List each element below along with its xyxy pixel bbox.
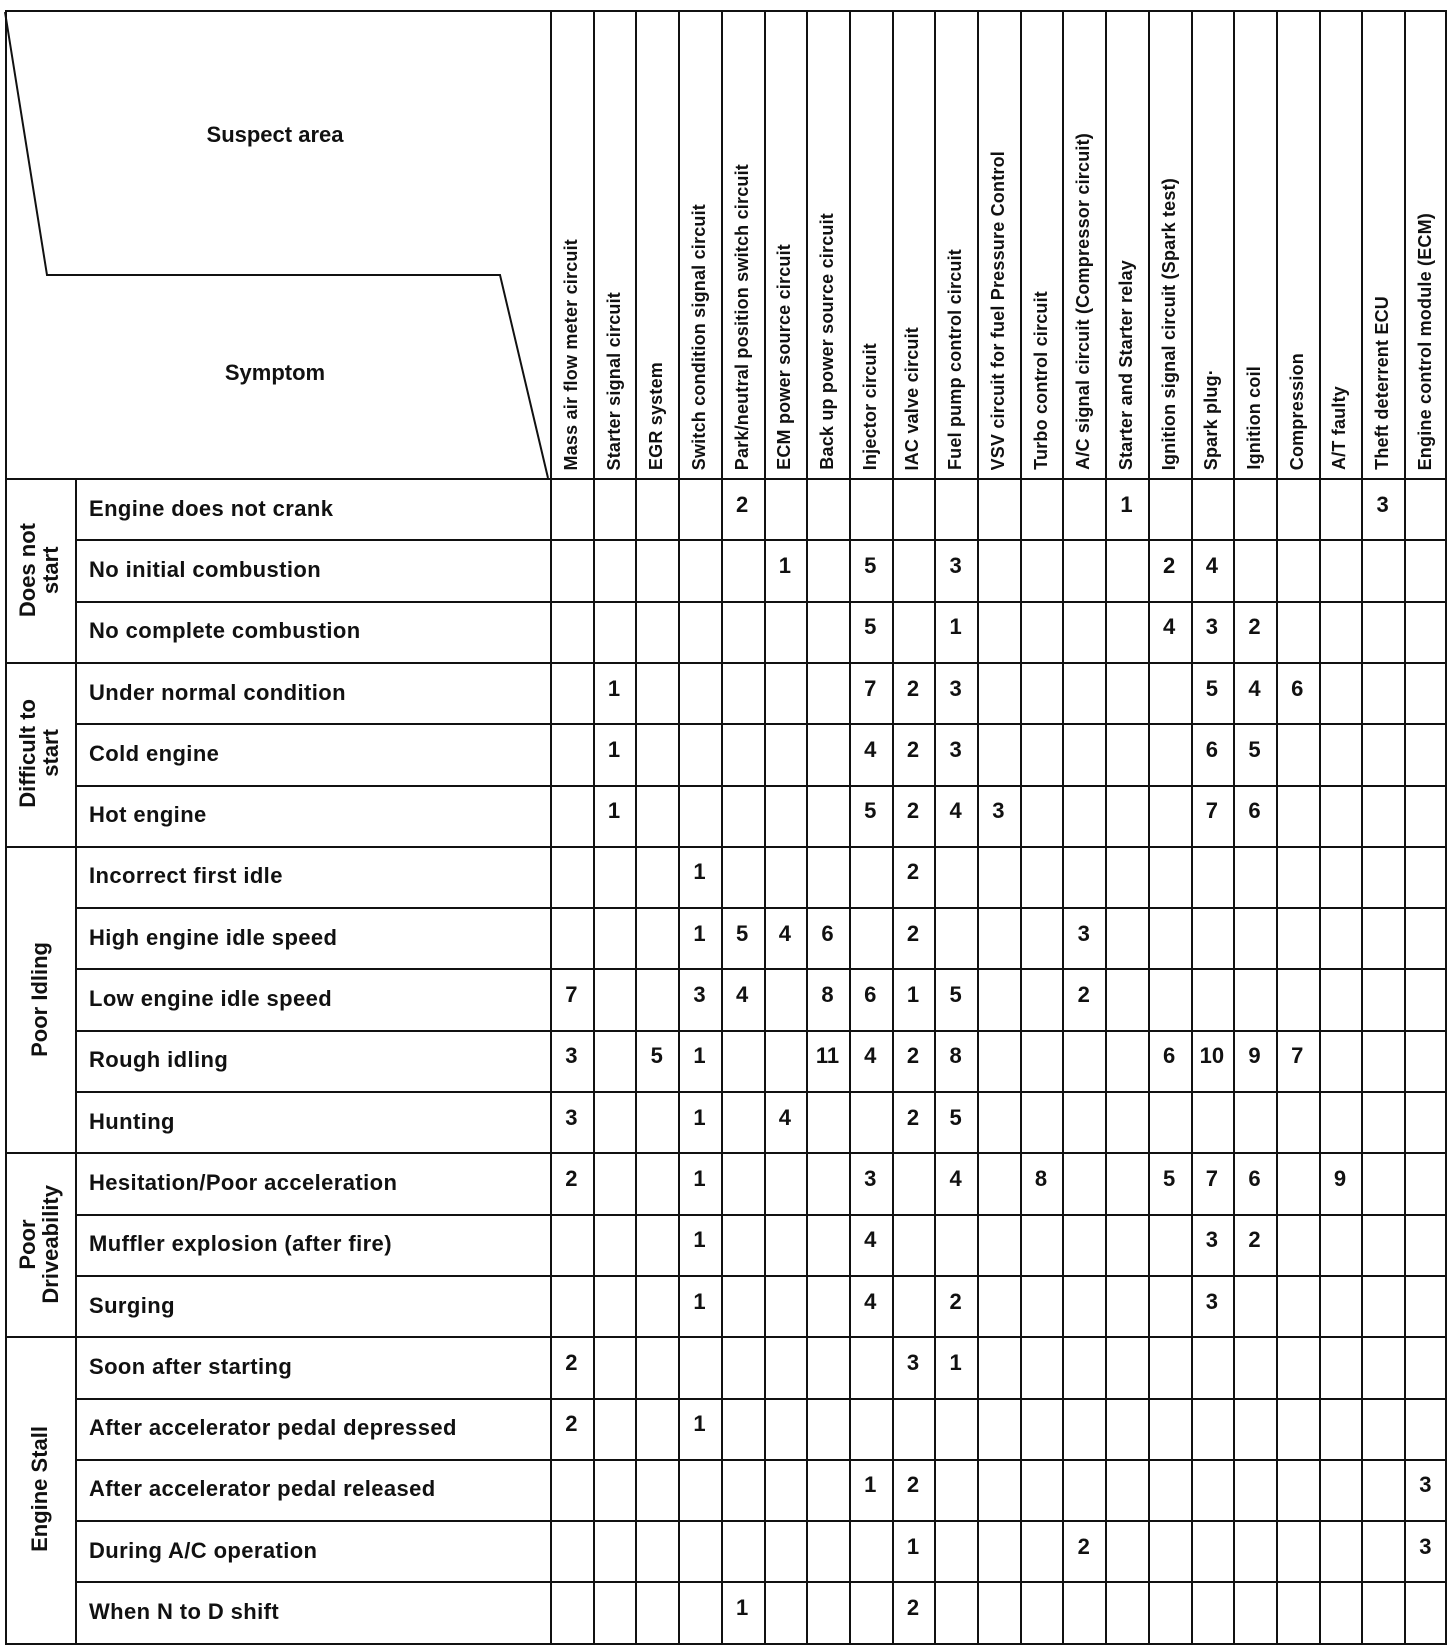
priority-cell: 5 bbox=[864, 798, 877, 824]
priority-cell: 2 bbox=[565, 1165, 578, 1191]
priority-cell: 4 bbox=[1248, 675, 1261, 701]
column-header-label: Back up power source circuit bbox=[817, 213, 838, 470]
column-header bbox=[1319, 10, 1362, 470]
column-line bbox=[1233, 10, 1235, 1643]
priority-cell: 1 bbox=[693, 1104, 706, 1130]
priority-cell: 1 bbox=[949, 614, 962, 640]
symptom-label: Low engine idle speed bbox=[89, 986, 333, 1012]
symptom-group-label: Poor Idling bbox=[26, 941, 52, 1057]
priority-cell: 2 bbox=[949, 1288, 962, 1314]
priority-cell: 5 bbox=[949, 1104, 962, 1130]
column-header-label: Switch condition signal circuit bbox=[688, 203, 709, 470]
column-header bbox=[764, 10, 807, 470]
row-line bbox=[75, 1275, 1447, 1277]
row-line bbox=[75, 1091, 1447, 1093]
priority-cell: 7 bbox=[1291, 1043, 1304, 1069]
priority-cell: 1 bbox=[906, 982, 920, 1008]
symptom-label: Cold engine bbox=[89, 740, 220, 766]
symptom-group-label: Poor Driveability bbox=[15, 1184, 63, 1304]
column-header bbox=[1404, 10, 1447, 470]
column-header bbox=[1020, 10, 1063, 470]
priority-cell: 1 bbox=[1120, 491, 1133, 517]
priority-cell: 4 bbox=[864, 1227, 877, 1253]
priority-cell: 4 bbox=[864, 1043, 877, 1069]
priority-cell: 6 bbox=[1163, 1043, 1176, 1069]
column-header bbox=[593, 10, 636, 470]
header-bottom-line bbox=[5, 478, 1447, 480]
column-header bbox=[721, 10, 764, 470]
priority-cell: 5 bbox=[1248, 736, 1261, 762]
priority-cell: 3 bbox=[992, 798, 1005, 824]
column-header-label: Fuel pump control circuit bbox=[945, 248, 966, 470]
priority-cell: 1 bbox=[693, 1227, 706, 1253]
priority-cell: 2 bbox=[1077, 1533, 1090, 1559]
symptom-group-label: Difficult to start bbox=[15, 699, 63, 809]
priority-cell: 3 bbox=[1205, 614, 1218, 640]
priority-cell: 6 bbox=[1291, 675, 1304, 701]
priority-cell: 1 bbox=[693, 1165, 706, 1191]
priority-cell: 1 bbox=[607, 675, 621, 701]
symptom-label: Engine does not crank bbox=[89, 495, 334, 521]
column-line bbox=[1105, 10, 1107, 1643]
column-header-label: Compression bbox=[1286, 352, 1307, 470]
column-line bbox=[1361, 10, 1363, 1643]
priority-cell: 2 bbox=[906, 798, 920, 824]
column-header bbox=[934, 10, 977, 470]
column-header-label: IAC valve circuit bbox=[902, 326, 923, 470]
column-header-label: EGR system bbox=[646, 361, 667, 470]
column-header bbox=[806, 10, 849, 470]
column-line bbox=[1404, 10, 1406, 1643]
priority-cell: 7 bbox=[565, 982, 578, 1008]
priority-cell: 3 bbox=[949, 736, 962, 762]
column-header bbox=[635, 10, 678, 470]
priority-cell: 5 bbox=[864, 614, 877, 640]
priority-cell: 6 bbox=[864, 982, 877, 1008]
priority-cell: 3 bbox=[949, 675, 962, 701]
column-line bbox=[1191, 10, 1193, 1643]
priority-cell: 2 bbox=[1248, 1227, 1261, 1253]
priority-cell: 1 bbox=[607, 798, 621, 824]
priority-cell: 3 bbox=[949, 552, 962, 578]
priority-cell: 2 bbox=[906, 1472, 920, 1498]
column-line bbox=[1062, 10, 1064, 1643]
priority-cell: 3 bbox=[1419, 1472, 1432, 1498]
priority-cell: 3 bbox=[1376, 491, 1389, 517]
column-line bbox=[977, 10, 979, 1643]
priority-cell: 3 bbox=[1419, 1533, 1432, 1559]
priority-cell: 4 bbox=[949, 798, 962, 824]
symptom-label: Under normal condition bbox=[89, 679, 346, 705]
priority-cell: 5 bbox=[864, 552, 877, 578]
priority-cell: 2 bbox=[906, 859, 920, 885]
priority-cell: 3 bbox=[906, 1349, 920, 1375]
priority-cell: 4 bbox=[864, 736, 877, 762]
column-header-label: Engine control module (ECM) bbox=[1414, 212, 1435, 470]
priority-cell: 3 bbox=[565, 1104, 578, 1130]
column-line bbox=[892, 10, 894, 1643]
priority-cell: 2 bbox=[736, 491, 749, 517]
priority-cell: 1 bbox=[949, 1349, 962, 1375]
column-header bbox=[1361, 10, 1404, 470]
symptom-group-label: Does not start bbox=[15, 522, 63, 617]
column-header-label: Park/neutral position switch circuit bbox=[731, 163, 752, 470]
priority-cell: 4 bbox=[778, 920, 791, 946]
priority-cell: 1 bbox=[693, 1043, 706, 1069]
column-line bbox=[550, 10, 552, 1643]
table-border-left bbox=[5, 10, 7, 1643]
group-divider bbox=[75, 478, 77, 1643]
priority-cell: 11 bbox=[815, 1043, 840, 1069]
priority-cell: 2 bbox=[565, 1411, 578, 1437]
column-header-label: Mass air flow meter circuit bbox=[560, 238, 581, 470]
column-line bbox=[764, 10, 766, 1643]
symptom-label: After accelerator pedal depressed bbox=[89, 1415, 457, 1441]
symptom-label: Muffler explosion (after fire) bbox=[89, 1231, 392, 1257]
column-header bbox=[1276, 10, 1319, 470]
table-border-right bbox=[1445, 10, 1447, 1645]
column-header bbox=[1191, 10, 1234, 470]
column-header bbox=[849, 10, 892, 470]
column-header-label: VSV circuit for fuel Pressure Control bbox=[987, 150, 1008, 470]
column-header-label: ECM power source circuit bbox=[774, 244, 795, 470]
symptom-label: Surging bbox=[89, 1292, 175, 1318]
suspect-area-label: Suspect area bbox=[206, 122, 344, 147]
column-header bbox=[1062, 10, 1105, 470]
priority-cell: 2 bbox=[906, 1595, 920, 1621]
symptom-label: Soon after starting bbox=[89, 1353, 293, 1379]
priority-cell: 2 bbox=[565, 1349, 578, 1375]
priority-cell: 5 bbox=[650, 1043, 663, 1069]
priority-cell: 8 bbox=[949, 1043, 962, 1069]
symptom-label: No complete combustion bbox=[89, 618, 361, 644]
priority-cell: 1 bbox=[864, 1472, 877, 1498]
priority-cell: 6 bbox=[1248, 1165, 1261, 1191]
priority-cell: 2 bbox=[906, 736, 920, 762]
priority-cell: 3 bbox=[1205, 1288, 1218, 1314]
priority-cell: 4 bbox=[778, 1104, 791, 1130]
priority-cell: 2 bbox=[1163, 552, 1176, 578]
symptom-label: Hot engine bbox=[89, 802, 207, 828]
priority-cell: 2 bbox=[906, 675, 920, 701]
column-header bbox=[892, 10, 935, 470]
priority-cell: 1 bbox=[778, 552, 791, 578]
priority-cell: 6 bbox=[1248, 798, 1261, 824]
symptom-label: When N to D shift bbox=[89, 1599, 280, 1625]
priority-cell: 8 bbox=[1034, 1165, 1048, 1191]
column-line bbox=[806, 10, 808, 1643]
column-line bbox=[593, 10, 595, 1643]
priority-cell: 9 bbox=[1333, 1165, 1347, 1191]
column-line bbox=[1148, 10, 1150, 1643]
priority-cell: 3 bbox=[864, 1165, 877, 1191]
priority-cell: 6 bbox=[1205, 736, 1218, 762]
priority-cell: 2 bbox=[906, 1043, 920, 1069]
column-header bbox=[977, 10, 1020, 470]
symptom-label: Symptom bbox=[224, 360, 326, 385]
column-header bbox=[678, 10, 721, 470]
priority-cell: 1 bbox=[693, 1411, 706, 1437]
symptom-label: No initial combustion bbox=[89, 556, 322, 582]
priority-cell: 9 bbox=[1248, 1043, 1261, 1069]
priority-cell: 4 bbox=[864, 1288, 877, 1314]
column-header bbox=[550, 10, 593, 470]
priority-cell: 5 bbox=[736, 920, 749, 946]
column-header-label: Starter signal circuit bbox=[603, 291, 624, 470]
priority-cell: 4 bbox=[949, 1165, 962, 1191]
column-header-label: A/T faulty bbox=[1329, 385, 1350, 470]
symptom-label: High engine idle speed bbox=[89, 924, 338, 950]
priority-cell: 7 bbox=[1205, 798, 1218, 824]
priority-cell: 1 bbox=[906, 1533, 920, 1559]
column-line bbox=[1319, 10, 1321, 1643]
priority-cell: 3 bbox=[693, 982, 706, 1008]
column-header bbox=[1233, 10, 1276, 470]
column-line bbox=[934, 10, 936, 1643]
symptom-label: Incorrect first idle bbox=[89, 863, 283, 889]
column-line bbox=[635, 10, 637, 1643]
priority-cell: 2 bbox=[1248, 614, 1261, 640]
priority-cell: 5 bbox=[1205, 675, 1218, 701]
column-header-label: Ignition coil bbox=[1244, 366, 1265, 470]
symptom-label: Rough idling bbox=[89, 1047, 229, 1073]
priority-cell: 4 bbox=[1163, 614, 1176, 640]
column-header-label: Theft deterrent ECU bbox=[1372, 296, 1393, 470]
column-header-label: Ignition signal circuit (Spark test) bbox=[1158, 177, 1179, 470]
symptom-group-label: Engine Stall bbox=[26, 1426, 52, 1553]
priority-cell: 1 bbox=[693, 859, 706, 885]
priority-cell: 6 bbox=[821, 920, 834, 946]
priority-cell: 2 bbox=[906, 920, 920, 946]
column-line bbox=[849, 10, 851, 1643]
symptom-label: After accelerator pedal released bbox=[89, 1476, 436, 1502]
column-header-label: Injector circuit bbox=[859, 342, 880, 470]
symptom-label: Hunting bbox=[89, 1108, 175, 1134]
column-line bbox=[721, 10, 723, 1643]
priority-cell: 4 bbox=[736, 982, 749, 1008]
priority-cell: 8 bbox=[821, 982, 834, 1008]
column-header-label: Turbo control circuit bbox=[1030, 291, 1051, 470]
table-border-top bbox=[5, 10, 1447, 12]
column-line bbox=[678, 10, 680, 1643]
priority-cell: 1 bbox=[693, 1288, 706, 1314]
priority-cell: 1 bbox=[607, 736, 621, 762]
column-header-label: Spark plug· bbox=[1201, 368, 1222, 470]
column-header bbox=[1148, 10, 1191, 470]
priority-cell: 2 bbox=[1077, 982, 1090, 1008]
symptom-label: Hesitation/Poor acceleration bbox=[89, 1169, 398, 1195]
column-line bbox=[1020, 10, 1022, 1643]
priority-cell: 3 bbox=[1077, 920, 1090, 946]
symptom-label: During A/C operation bbox=[89, 1537, 318, 1563]
priority-cell: 1 bbox=[736, 1595, 749, 1621]
column-header bbox=[1105, 10, 1148, 470]
column-header-label: A/C signal circuit (Compressor circuit) bbox=[1073, 133, 1094, 470]
priority-cell: 3 bbox=[1205, 1227, 1218, 1253]
priority-cell: 7 bbox=[864, 675, 877, 701]
column-header-label: Starter and Starter relay bbox=[1115, 259, 1136, 470]
priority-cell: 2 bbox=[906, 1104, 920, 1130]
priority-cell: 7 bbox=[1205, 1165, 1218, 1191]
priority-cell: 4 bbox=[1205, 552, 1218, 578]
priority-cell: 1 bbox=[693, 920, 706, 946]
column-line bbox=[1276, 10, 1278, 1643]
priority-cell: 5 bbox=[949, 982, 962, 1008]
priority-cell: 10 bbox=[1199, 1043, 1225, 1069]
priority-cell: 3 bbox=[565, 1043, 578, 1069]
priority-cell: 5 bbox=[1163, 1165, 1176, 1191]
